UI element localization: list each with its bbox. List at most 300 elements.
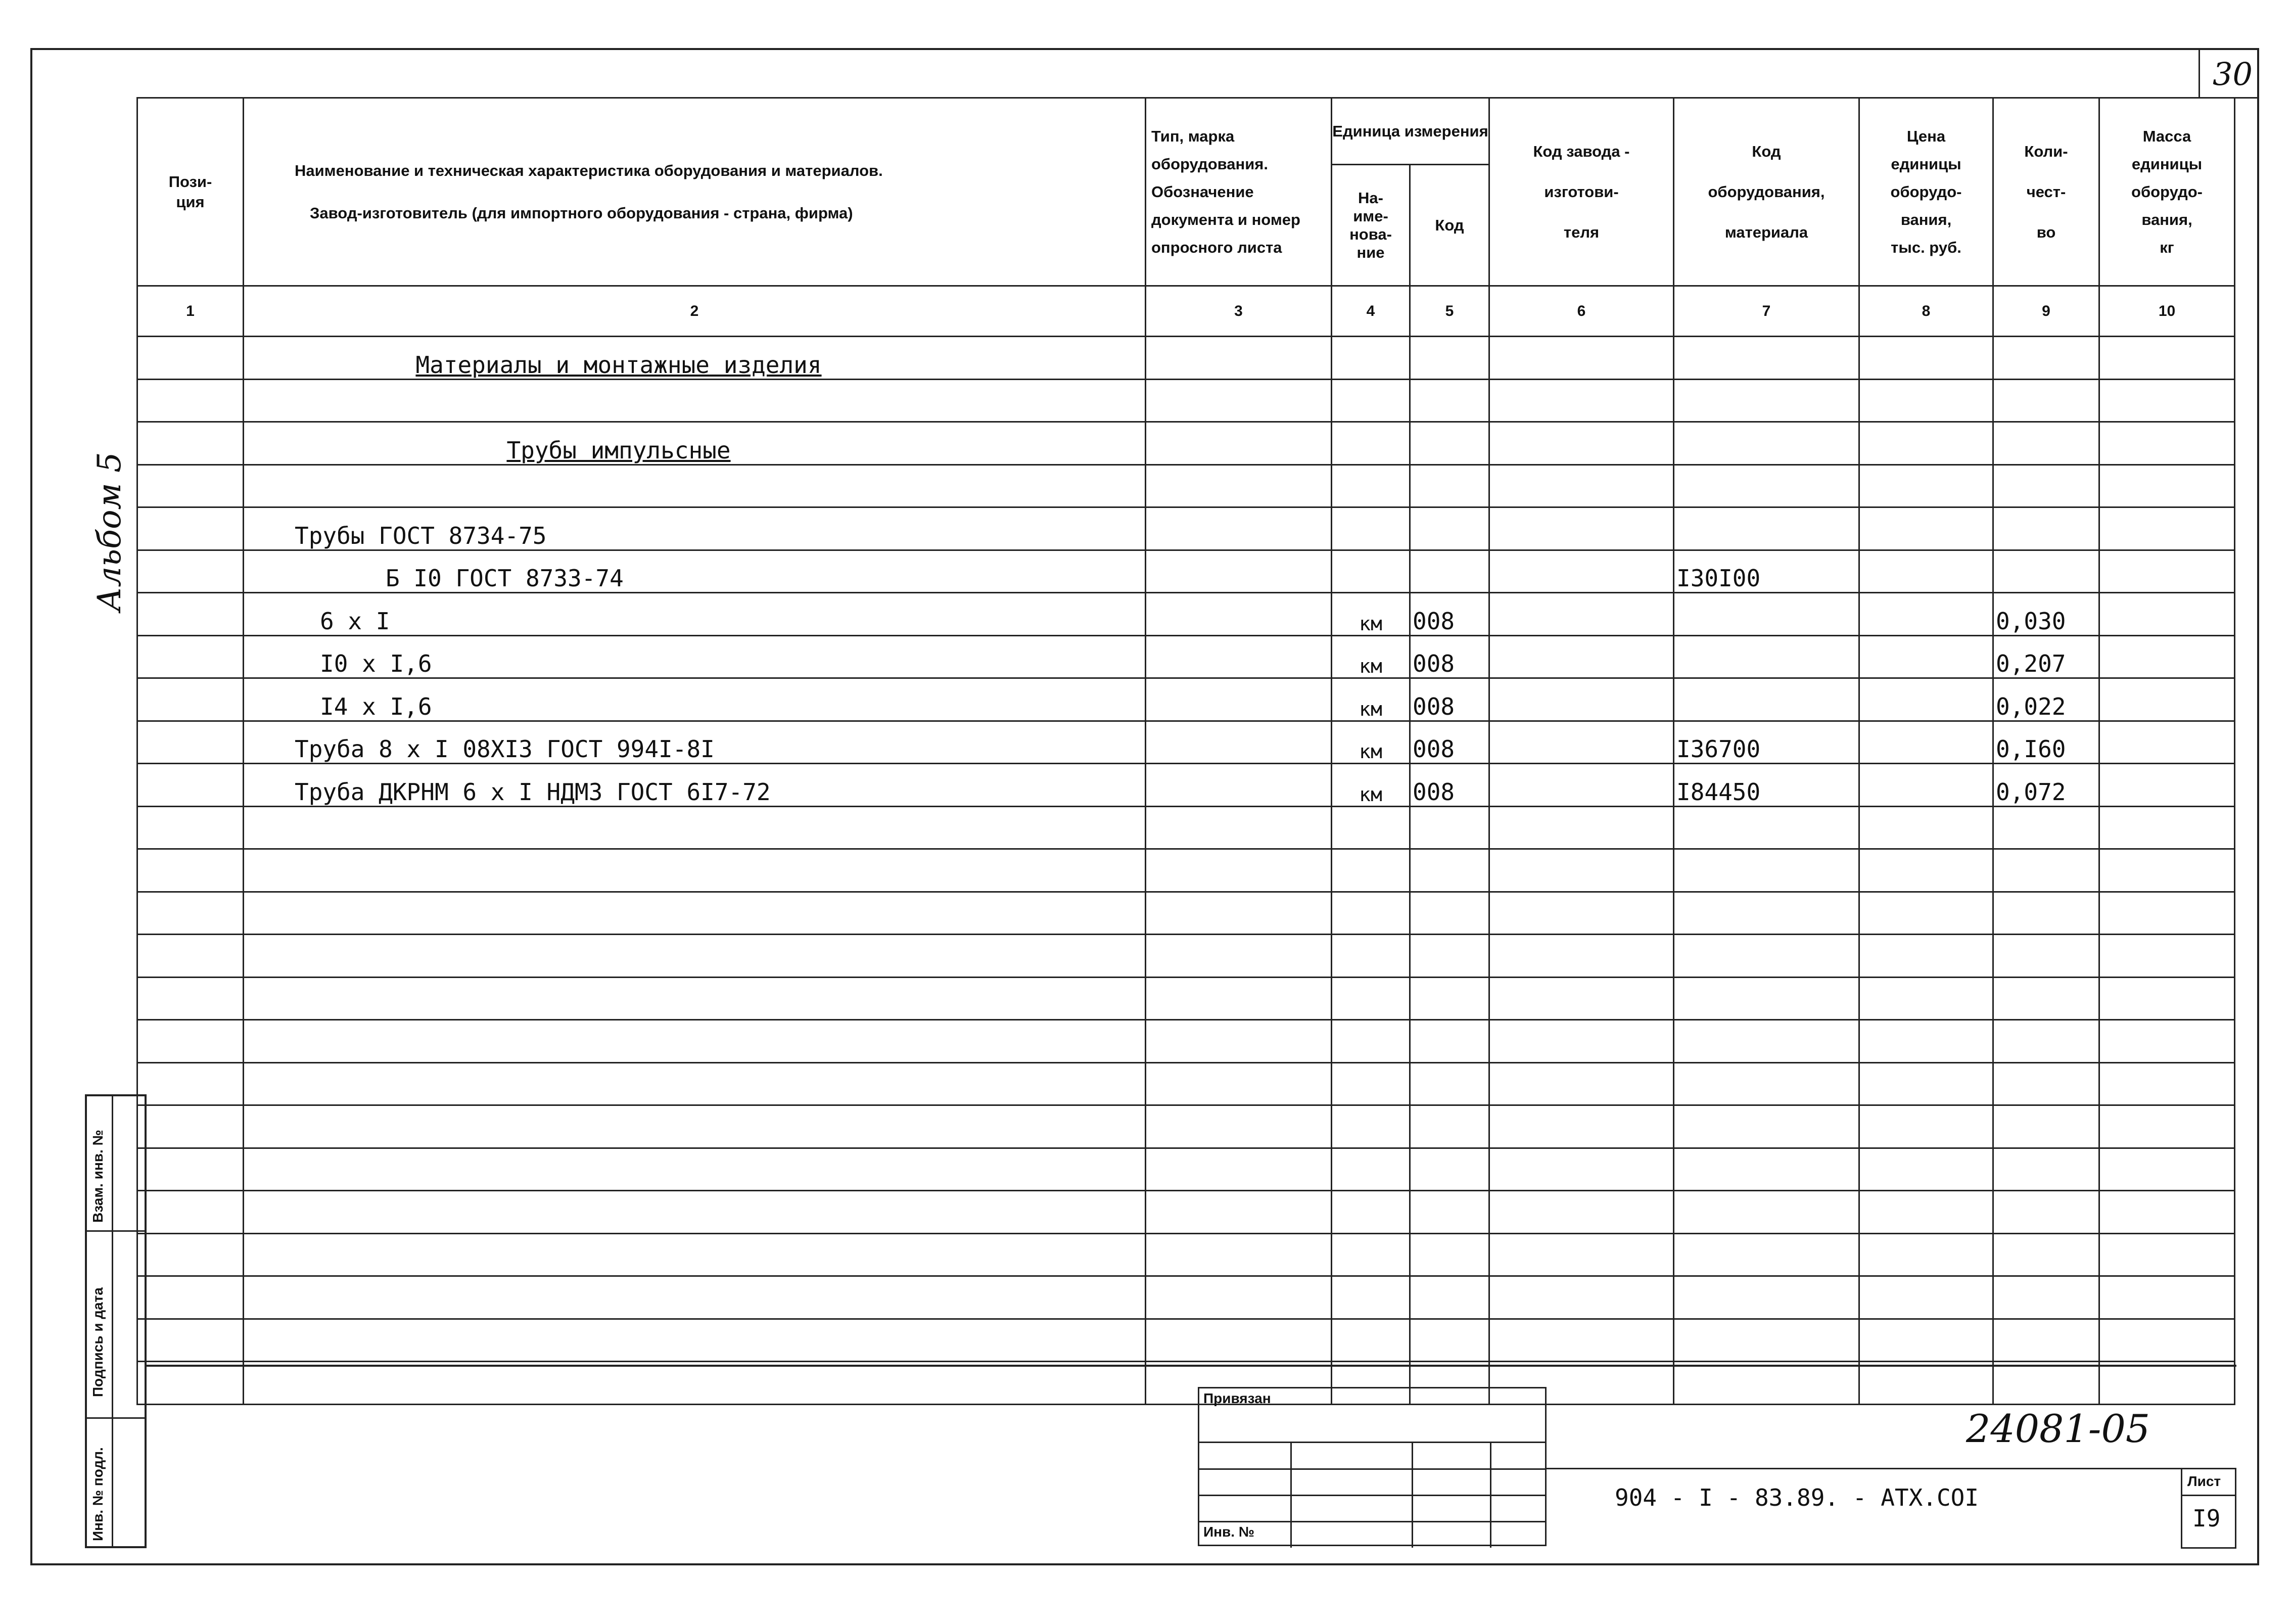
cell-col-3	[1146, 593, 1332, 636]
cell-col-6	[1489, 806, 1674, 849]
cell-col-8	[1859, 465, 1993, 507]
cell-col-1	[137, 977, 244, 1020]
cell-col-6	[1489, 1191, 1674, 1234]
cell-col-7	[1674, 550, 1859, 593]
table-row	[137, 1191, 2235, 1234]
cell-col-3	[1146, 1319, 1332, 1362]
header-unit-name	[1332, 165, 1410, 286]
header-plant-code-text: Код завода - изготови- теля	[1533, 142, 1630, 241]
cell-col-6	[1489, 678, 1674, 721]
cell-col-10	[2099, 422, 2235, 465]
table-row	[137, 935, 2235, 978]
col-num-6: 6	[1489, 286, 1674, 337]
table-row	[137, 721, 2235, 764]
cell-col-2	[244, 1276, 1146, 1319]
sheet-label: Лист	[2187, 1473, 2221, 1489]
cell-col-7	[1674, 1319, 1859, 1362]
cell-col-10	[2099, 892, 2235, 935]
stamp-line-1	[1199, 1442, 1545, 1443]
cell-col-6	[1489, 1233, 1674, 1276]
cell-col-5	[1410, 1062, 1489, 1105]
cell-col-10	[2099, 550, 2235, 593]
cell-col-10	[2099, 1105, 2235, 1148]
cell-col-5	[1410, 337, 1489, 380]
tie-stamp	[1198, 1387, 1547, 1546]
cell-col-7	[1674, 806, 1859, 849]
cell-col-4	[1332, 550, 1410, 593]
cell-col-8	[1859, 806, 1993, 849]
cell-col-4	[1332, 1276, 1410, 1319]
cell-col-4	[1332, 1020, 1410, 1063]
cell-col-10	[2099, 1062, 2235, 1105]
cell-col-4	[1332, 635, 1410, 678]
cell-col-9	[1993, 1020, 2099, 1063]
cell-col-4	[1332, 593, 1410, 636]
cell-col-10	[2099, 465, 2235, 507]
col-num-5: 5	[1410, 286, 1489, 337]
archive-number: 24081-05	[1966, 1406, 2150, 1451]
cell-col-3	[1146, 635, 1332, 678]
cell-col-7	[1674, 635, 1859, 678]
cell-col-5	[1410, 1105, 1489, 1148]
header-quantity-text: Коли- чест- во	[2024, 142, 2068, 241]
cell-col-2	[244, 337, 1146, 380]
cell-col-10	[2099, 1319, 2235, 1362]
table-row	[137, 1105, 2235, 1148]
cell-col-10	[2099, 721, 2235, 764]
cell-col-1	[137, 422, 244, 465]
cell-col-1	[137, 507, 244, 550]
cell-col-2	[244, 1105, 1146, 1148]
cell-col-8	[1859, 1276, 1993, 1319]
table-row	[137, 507, 2235, 550]
cell-col-9	[1993, 635, 2099, 678]
cell-col-6	[1489, 935, 1674, 978]
cell-col-3	[1146, 550, 1332, 593]
unit-name: км	[1359, 655, 1382, 677]
col-num-1: 1	[137, 286, 244, 337]
cell-col-6	[1489, 1148, 1674, 1191]
cell-col-2	[244, 977, 1146, 1020]
unit-name: км	[1359, 740, 1382, 763]
cell-col-3	[1146, 465, 1332, 507]
cell-col-9	[1993, 593, 2099, 636]
header-position-text: Пози- ция	[168, 172, 212, 211]
cell-col-6	[1489, 507, 1674, 550]
col-num-9: 9	[1993, 286, 2099, 337]
cell-col-7	[1674, 1276, 1859, 1319]
table-row	[137, 764, 2235, 807]
cell-col-1	[137, 806, 244, 849]
stamp-vline-2	[1412, 1442, 1413, 1548]
cell-col-9	[1993, 1319, 2099, 1362]
sheet-value: I9	[2192, 1505, 2221, 1532]
header-unit-name-text: На- име- нова- ние	[1349, 189, 1392, 261]
cell-col-8	[1859, 593, 1993, 636]
cell-col-8	[1859, 1233, 1993, 1276]
cell-col-3	[1146, 507, 1332, 550]
item-name: Материалы и монтажные изделия	[415, 351, 822, 379]
cell-col-5	[1410, 935, 1489, 978]
cell-col-10	[2099, 849, 2235, 892]
col-num-2: 2	[244, 286, 1146, 337]
cell-col-6	[1489, 422, 1674, 465]
item-name: Трубы ГОСТ 8734-75	[295, 522, 547, 549]
cell-col-7	[1674, 1148, 1859, 1191]
item-name: I0 x I,6	[320, 650, 432, 677]
col-num-8: 8	[1859, 286, 1993, 337]
replace-inv-label: Взам. инв. №	[90, 1130, 106, 1223]
cell-col-5	[1410, 892, 1489, 935]
cell-col-2	[244, 1020, 1146, 1063]
cell-col-7	[1674, 465, 1859, 507]
cell-col-2	[244, 550, 1146, 593]
header-material-code	[1674, 98, 1859, 286]
cell-col-4	[1332, 1233, 1410, 1276]
cell-col-9	[1993, 1105, 2099, 1148]
cell-col-4	[1332, 465, 1410, 507]
cell-col-3	[1146, 1105, 1332, 1148]
cell-col-6	[1489, 1319, 1674, 1362]
doc-code-line	[1547, 1468, 2236, 1469]
header-price-text: Цена единицы оборудо- вания, тыс. руб.	[1890, 127, 1962, 256]
table-row	[137, 465, 2235, 507]
cell-col-7	[1674, 1062, 1859, 1105]
table-row	[137, 379, 2235, 422]
stamp-vline-1	[1290, 1442, 1292, 1548]
cell-col-2	[244, 465, 1146, 507]
cell-col-1	[137, 593, 244, 636]
cell-col-10	[2099, 507, 2235, 550]
doc-code: 904 - I - 83.89. - ATX.COI	[1615, 1484, 1979, 1511]
cell-col-2	[244, 422, 1146, 465]
header-mass	[2099, 98, 2235, 286]
cell-col-6	[1489, 1062, 1674, 1105]
cell-col-10	[2099, 1233, 2235, 1276]
cell-col-7	[1674, 1233, 1859, 1276]
cell-col-1	[137, 550, 244, 593]
cell-col-9	[1993, 422, 2099, 465]
cell-col-1	[137, 337, 244, 380]
cell-col-3	[1146, 721, 1332, 764]
cell-col-6	[1489, 764, 1674, 807]
cell-col-8	[1859, 1319, 1993, 1362]
item-name: Трубы импульсные	[506, 436, 731, 464]
cell-col-1	[137, 721, 244, 764]
col-num-3: 3	[1146, 286, 1332, 337]
left-divider-2	[87, 1417, 145, 1419]
cell-col-6	[1489, 465, 1674, 507]
cell-col-8	[1859, 849, 1993, 892]
cell-col-5	[1410, 1276, 1489, 1319]
cell-col-6	[1489, 721, 1674, 764]
cell-col-5	[1410, 1233, 1489, 1276]
cell-col-5	[1410, 422, 1489, 465]
cell-col-5	[1410, 379, 1489, 422]
cell-col-6	[1489, 379, 1674, 422]
cell-col-4	[1332, 892, 1410, 935]
cell-col-10	[2099, 678, 2235, 721]
cell-col-5	[1410, 1191, 1489, 1234]
cell-col-8	[1859, 977, 1993, 1020]
cell-col-7	[1674, 1105, 1859, 1148]
material-code: I84450	[1676, 778, 1761, 806]
cell-col-6	[1489, 849, 1674, 892]
table-row	[137, 1062, 2235, 1105]
cell-col-2	[244, 849, 1146, 892]
item-name: Б I0 ГОСТ 8733-74	[386, 565, 624, 592]
stamp-vline-3	[1490, 1442, 1491, 1548]
cell-col-1	[137, 465, 244, 507]
header-name-line2: Завод-изготовитель (для импортного оборудования - страна, фирма)	[310, 204, 853, 222]
cell-col-7	[1674, 892, 1859, 935]
cell-col-5	[1410, 465, 1489, 507]
sheet-box-divider	[2182, 1495, 2235, 1496]
cell-col-3	[1146, 1191, 1332, 1234]
unit-code: 008	[1413, 607, 1455, 635]
inv-orig-label: Инв. № подл.	[90, 1447, 106, 1541]
cell-col-1	[137, 764, 244, 807]
title-block	[147, 1365, 2236, 1548]
cell-col-9	[1993, 550, 2099, 593]
cell-col-7	[1674, 849, 1859, 892]
cell-col-4	[1332, 935, 1410, 978]
cell-col-10	[2099, 379, 2235, 422]
cell-col-2	[244, 379, 1146, 422]
cell-col-7	[1674, 1020, 1859, 1063]
cell-col-9	[1993, 764, 2099, 807]
cell-col-2	[244, 1191, 1146, 1234]
column-number-row	[137, 286, 2235, 337]
cell-col-5	[1410, 593, 1489, 636]
header-plant-code	[1489, 98, 1674, 286]
cell-col-3	[1146, 379, 1332, 422]
cell-col-3	[1146, 764, 1332, 807]
cell-col-2	[244, 764, 1146, 807]
cell-col-3	[1146, 1020, 1332, 1063]
sheet-box	[2181, 1468, 2236, 1549]
cell-col-6	[1489, 337, 1674, 380]
cell-col-5	[1410, 977, 1489, 1020]
stamp-line-4	[1199, 1521, 1545, 1522]
cell-col-5	[1410, 806, 1489, 849]
cell-col-5	[1410, 764, 1489, 807]
cell-col-10	[2099, 764, 2235, 807]
cell-col-6	[1489, 892, 1674, 935]
cell-col-9	[1993, 849, 2099, 892]
cell-col-3	[1146, 892, 1332, 935]
cell-col-5	[1410, 635, 1489, 678]
cell-col-9	[1993, 1062, 2099, 1105]
page-number: 30	[2213, 56, 2253, 92]
sign-date-label: Подпись и дата	[90, 1287, 106, 1397]
unit-code: 008	[1413, 692, 1455, 720]
cell-col-8	[1859, 635, 1993, 678]
cell-col-4	[1332, 678, 1410, 721]
quantity: 0,022	[1996, 692, 2066, 720]
cell-col-5	[1410, 678, 1489, 721]
cell-col-2	[244, 635, 1146, 678]
cell-col-2	[244, 892, 1146, 935]
cell-col-4	[1332, 507, 1410, 550]
cell-col-3	[1146, 849, 1332, 892]
cell-col-6	[1489, 593, 1674, 636]
table-row	[137, 1319, 2235, 1362]
cell-col-2	[244, 593, 1146, 636]
table-row	[137, 1233, 2235, 1276]
cell-col-8	[1859, 337, 1993, 380]
unit-name: км	[1359, 783, 1382, 806]
cell-col-8	[1859, 935, 1993, 978]
cell-col-9	[1993, 678, 2099, 721]
cell-col-2	[244, 1233, 1146, 1276]
cell-col-4	[1332, 849, 1410, 892]
cell-col-4	[1332, 1319, 1410, 1362]
cell-col-8	[1859, 422, 1993, 465]
unit-name: км	[1359, 698, 1382, 720]
cell-col-5	[1410, 1148, 1489, 1191]
cell-col-4	[1332, 721, 1410, 764]
cell-col-8	[1859, 678, 1993, 721]
unit-code: 008	[1413, 778, 1455, 806]
cell-col-7	[1674, 678, 1859, 721]
unit-code: 008	[1413, 650, 1455, 677]
cell-col-1	[137, 1233, 244, 1276]
table-row	[137, 593, 2235, 636]
cell-col-8	[1859, 892, 1993, 935]
cell-col-1	[137, 1191, 244, 1234]
header-unit-group	[1332, 98, 1489, 165]
cell-col-2	[244, 507, 1146, 550]
cell-col-4	[1332, 806, 1410, 849]
cell-col-6	[1489, 1020, 1674, 1063]
cell-col-3	[1146, 1148, 1332, 1191]
table-row	[137, 1148, 2235, 1191]
cell-col-5	[1410, 1020, 1489, 1063]
cell-col-2	[244, 1148, 1146, 1191]
left-stamp-block	[85, 1094, 147, 1548]
cell-col-7	[1674, 764, 1859, 807]
cell-col-10	[2099, 806, 2235, 849]
cell-col-1	[137, 1062, 244, 1105]
cell-col-9	[1993, 1233, 2099, 1276]
table-row	[137, 550, 2235, 593]
item-name: 6 x I	[320, 607, 390, 635]
cell-col-1	[137, 379, 244, 422]
cell-col-6	[1489, 977, 1674, 1020]
cell-col-1	[137, 849, 244, 892]
cell-col-1	[137, 1105, 244, 1148]
col-num-10: 10	[2099, 286, 2235, 337]
cell-col-9	[1993, 1191, 2099, 1234]
cell-col-6	[1489, 1105, 1674, 1148]
cell-col-2	[244, 1062, 1146, 1105]
cell-col-1	[137, 1020, 244, 1063]
cell-col-9	[1993, 1148, 2099, 1191]
header-quantity	[1993, 98, 2099, 286]
cell-col-6	[1489, 635, 1674, 678]
cell-col-1	[137, 635, 244, 678]
album-note: Альбом 5	[91, 452, 128, 612]
item-name: Труба ДКРНМ 6 x I НДМ3 ГОСТ 6I7-72	[295, 778, 771, 806]
table-row	[137, 1276, 2235, 1319]
cell-col-8	[1859, 1062, 1993, 1105]
cell-col-8	[1859, 1020, 1993, 1063]
cell-col-4	[1332, 977, 1410, 1020]
cell-col-10	[2099, 1020, 2235, 1063]
cell-col-2	[244, 806, 1146, 849]
cell-col-7	[1674, 721, 1859, 764]
table-body	[137, 286, 2235, 1405]
cell-col-7	[1674, 507, 1859, 550]
cell-col-3	[1146, 678, 1332, 721]
cell-col-3	[1146, 1062, 1332, 1105]
cell-col-9	[1993, 721, 2099, 764]
cell-col-1	[137, 678, 244, 721]
cell-col-10	[2099, 935, 2235, 978]
table-row	[137, 635, 2235, 678]
cell-col-9	[1993, 935, 2099, 978]
cell-col-1	[137, 1276, 244, 1319]
cell-col-9	[1993, 977, 2099, 1020]
table-row	[137, 977, 2235, 1020]
cell-col-7	[1674, 977, 1859, 1020]
cell-col-9	[1993, 337, 2099, 380]
cell-col-5	[1410, 849, 1489, 892]
header-mass-text: Масса единицы оборудо- вания, кг	[2131, 127, 2203, 256]
cell-col-1	[137, 1148, 244, 1191]
cell-col-8	[1859, 550, 1993, 593]
material-code: I36700	[1676, 735, 1761, 763]
cell-col-10	[2099, 1276, 2235, 1319]
table-row	[137, 422, 2235, 465]
cell-col-6	[1489, 1276, 1674, 1319]
header-unit-group-text: Единица измерения	[1332, 122, 1488, 140]
cell-col-8	[1859, 721, 1993, 764]
cell-col-8	[1859, 1191, 1993, 1234]
col-num-7: 7	[1674, 286, 1859, 337]
cell-col-4	[1332, 379, 1410, 422]
header-price	[1859, 98, 1993, 286]
stamp-line-3	[1199, 1495, 1545, 1496]
cell-col-10	[2099, 1148, 2235, 1191]
cell-col-1	[137, 935, 244, 978]
cell-col-10	[2099, 593, 2235, 636]
cell-col-2	[244, 721, 1146, 764]
cell-col-3	[1146, 977, 1332, 1020]
cell-col-4	[1332, 1148, 1410, 1191]
cell-col-5	[1410, 550, 1489, 593]
quantity: 0,072	[1996, 778, 2066, 806]
cell-col-9	[1993, 379, 2099, 422]
unit-code: 008	[1413, 735, 1455, 763]
cell-col-3	[1146, 1233, 1332, 1276]
cell-col-7	[1674, 422, 1859, 465]
cell-col-9	[1993, 806, 2099, 849]
cell-col-2	[244, 935, 1146, 978]
cell-col-10	[2099, 1191, 2235, 1234]
cell-col-8	[1859, 1148, 1993, 1191]
cell-col-5	[1410, 721, 1489, 764]
table-row	[137, 1020, 2235, 1063]
cell-col-3	[1146, 422, 1332, 465]
cell-col-8	[1859, 1105, 1993, 1148]
cell-col-9	[1993, 1276, 2099, 1319]
cell-col-10	[2099, 337, 2235, 380]
table-row	[137, 849, 2235, 892]
cell-col-4	[1332, 764, 1410, 807]
quantity: 0,030	[1996, 607, 2066, 635]
